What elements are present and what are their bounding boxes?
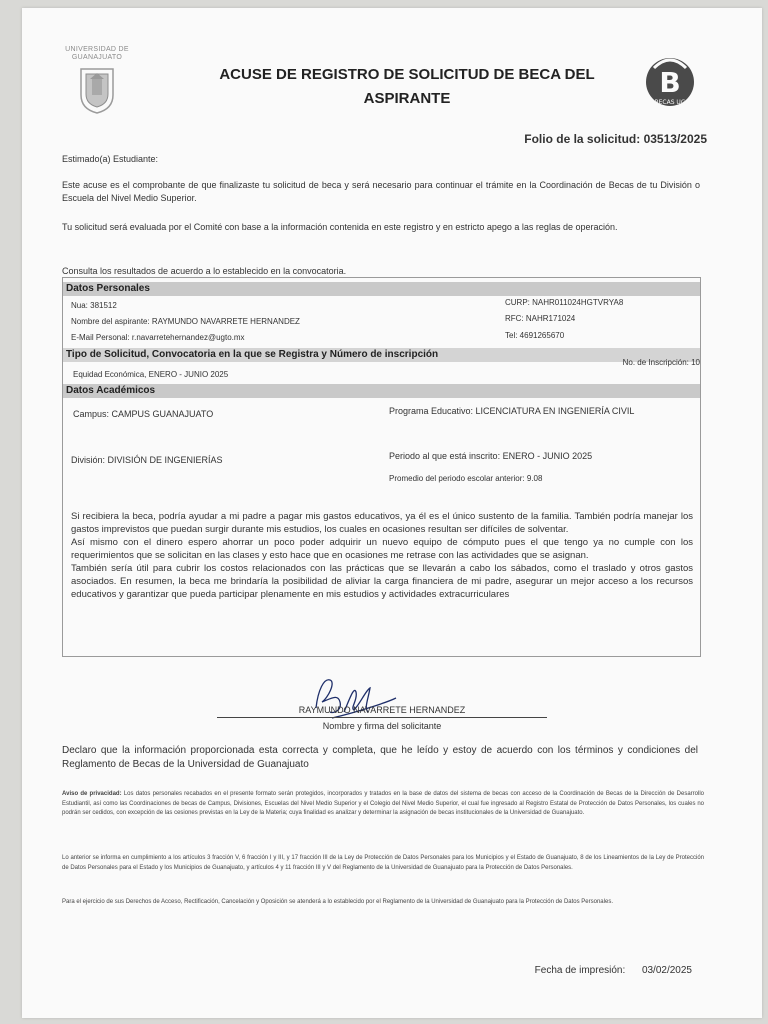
academic-data-heading: Datos Académicos <box>63 384 700 398</box>
call-field: Equidad Económica, ENERO - JUNIO 2025 <box>73 370 229 379</box>
folio-number: Folio de la solicitud: 03513/2025 <box>524 132 707 146</box>
email-field: E-Mail Personal: r.navarretehernandez@ugto.mx <box>71 333 245 342</box>
essay-paragraph: Si recibiera la beca, podría ayudar a mi padre a pagar mis gastos educativos, ya él es el único sustento de la familia. También podría manejar los gastos imprevistos que puedan surgir durante mis estudios, los cuales en ocasiones resultan ser difíciles de solventar. <box>71 511 693 535</box>
university-seal-icon <box>77 65 117 115</box>
arco-rights-text: Para el ejercicio de sus Derechos de Acceso, Rectificación, Cancelación y Oposición se atenderá a lo establecido por el Reglamento de la Universidad de Guanajuato para la Protección de Datos Personales. <box>62 899 613 905</box>
svg-text:BECAS UG: BECAS UG <box>654 99 686 106</box>
becas-b-icon <box>644 48 696 116</box>
signature-name: RAYMUNDO NAVARRETE HERNANDEZ <box>298 705 466 715</box>
intro-paragraph-2: Tu solicitud será evaluada por el Comité con base a la información contenida en este registro y en estricto apego a las reglas de operación. <box>62 222 618 232</box>
division-field: División: DIVISIÓN DE INGENIERÍAS <box>71 455 223 465</box>
privacy-notice <box>62 790 704 819</box>
greeting: Estimado(a) Estudiante: <box>62 154 159 164</box>
print-date-label: Fecha de impresión: <box>534 965 626 976</box>
curp-field: CURP: NAHR011024HGTVRYA8 <box>505 298 624 307</box>
handwritten-signature <box>308 668 398 724</box>
university-logo <box>62 46 132 120</box>
signature-label: Nombre y firma del solicitante <box>322 721 442 731</box>
nua-field: Nua: 381512 <box>71 301 117 310</box>
document-title: ACUSE DE REGISTRO DE SOLICITUD DE BECA DEL ASPIRANTE <box>219 66 595 107</box>
campus-field: Campus: CAMPUS GUANAJUATO <box>73 409 214 419</box>
privacy-notice-title: Aviso de privacidad: <box>62 791 122 797</box>
motivation-essay <box>71 510 693 601</box>
intro-paragraph-3: Consulta los resultados de acuerdo a lo establecido en la convocatoria. <box>62 266 347 276</box>
signature-line <box>217 717 547 718</box>
declaration-text: Declaro que la información proporcionada esta correcta y completa, que he leído y estoy de acuerdo con los términos y condiciones del Reglamento de Becas de la Universidad de Guanajuato <box>62 745 698 770</box>
privacy-notice-body: Los datos personales recabados en el presente formato serán protegidos, incorporados y tratados en la base de datos del sistema de becas con acceso de la Coordinación de Becas de la Dirección de Desarrollo Estudiantil, así como las Coordinaciones de becas de Campus, Divisiones, Escuelas del Nivel Medio Superior y el Colegio del Nivel Medio Superior, el cual fue ingresado al Registro Estatal de Protección de Datos Personales, los cuales no podrán ser cedidos, con excepción de las cesiones previstas en la Ley de la Materia; cuya finalidad es analizar y determinar la asignación de becas institucionales de la Universidad de Guanajuato. <box>62 791 705 816</box>
essay-paragraph: Así mismo con el dinero espero ahorrar un poco poder adquirir un nuevo equipo de cómputo pues el que tengo ya no cumple con los requerimientos que se solicitan en las clases y esto hace que en ocasiones me retrase con las actividades que se asignan. <box>71 537 693 561</box>
legal-basis-text: Lo anterior se informa en cumplimiento a los artículos 3 fracción V, 6 fracción I y III, y 17 fracción III de la Ley de Protección de Datos Personales para los Municipios y el Estado de Guanajuato, 8 de los Lineamientos de la Ley de Protección de Datos Personales para el Estado y los Municipios de Guanajuato, y artículos 4 y 11 fracción III y V del Reglamento de la Universidad de Guanajuato para la Protección de Datos Personales. <box>62 855 704 871</box>
program-field: Programa Educativo: LICENCIATURA EN INGENIERÍA CIVIL <box>389 406 635 416</box>
rfc-field: RFC: NAHR171024 <box>505 314 576 323</box>
becas-logo <box>644 48 696 116</box>
intro-paragraph-1: Este acuse es el comprobante de que finalizaste tu solicitud de beca y será necesario para continuar el trámite en la Coordinación de Becas de tu División o Escuela del Nivel Medio Superior. <box>62 180 700 203</box>
personal-data-heading: Datos Personales <box>63 282 700 296</box>
svg-text:B: B <box>659 66 681 99</box>
essay-paragraph: También sería útil para cubrir los costos relacionados con las prácticas que se llevarán a cabo los sábados, como el traslado y otros gastos asociados. En resumen, la beca me brindaría la posibilidad de aliviar la carga financiera de mi padre, asegurar un mejor acceso a los recursos educativos y garantizar que pueda participar plenamente en mis estudios y actividades extracurriculares <box>71 563 693 600</box>
application-type-heading: Tipo de Solicitud, Convocatoria en la que se Registra y Número de inscripción <box>63 348 700 362</box>
application-data-box <box>62 277 701 657</box>
phone-field: Tel: 4691265670 <box>505 331 565 340</box>
university-logo-text: UNIVERSIDAD DE GUANAJUATO <box>65 46 129 61</box>
print-date-value: 03/02/2025 <box>641 965 692 976</box>
print-date <box>535 965 692 976</box>
gpa-field: Promedio del periodo escolar anterior: 9.08 <box>389 474 543 483</box>
period-field: Periodo al que está inscrito: ENERO - JUNIO 2025 <box>389 451 593 461</box>
inscription-number: No. de Inscripción: 10 <box>622 358 700 367</box>
applicant-name-field: Nombre del aspirante: RAYMUNDO NAVARRETE HERNANDEZ <box>71 317 300 326</box>
document-page <box>22 8 762 1018</box>
